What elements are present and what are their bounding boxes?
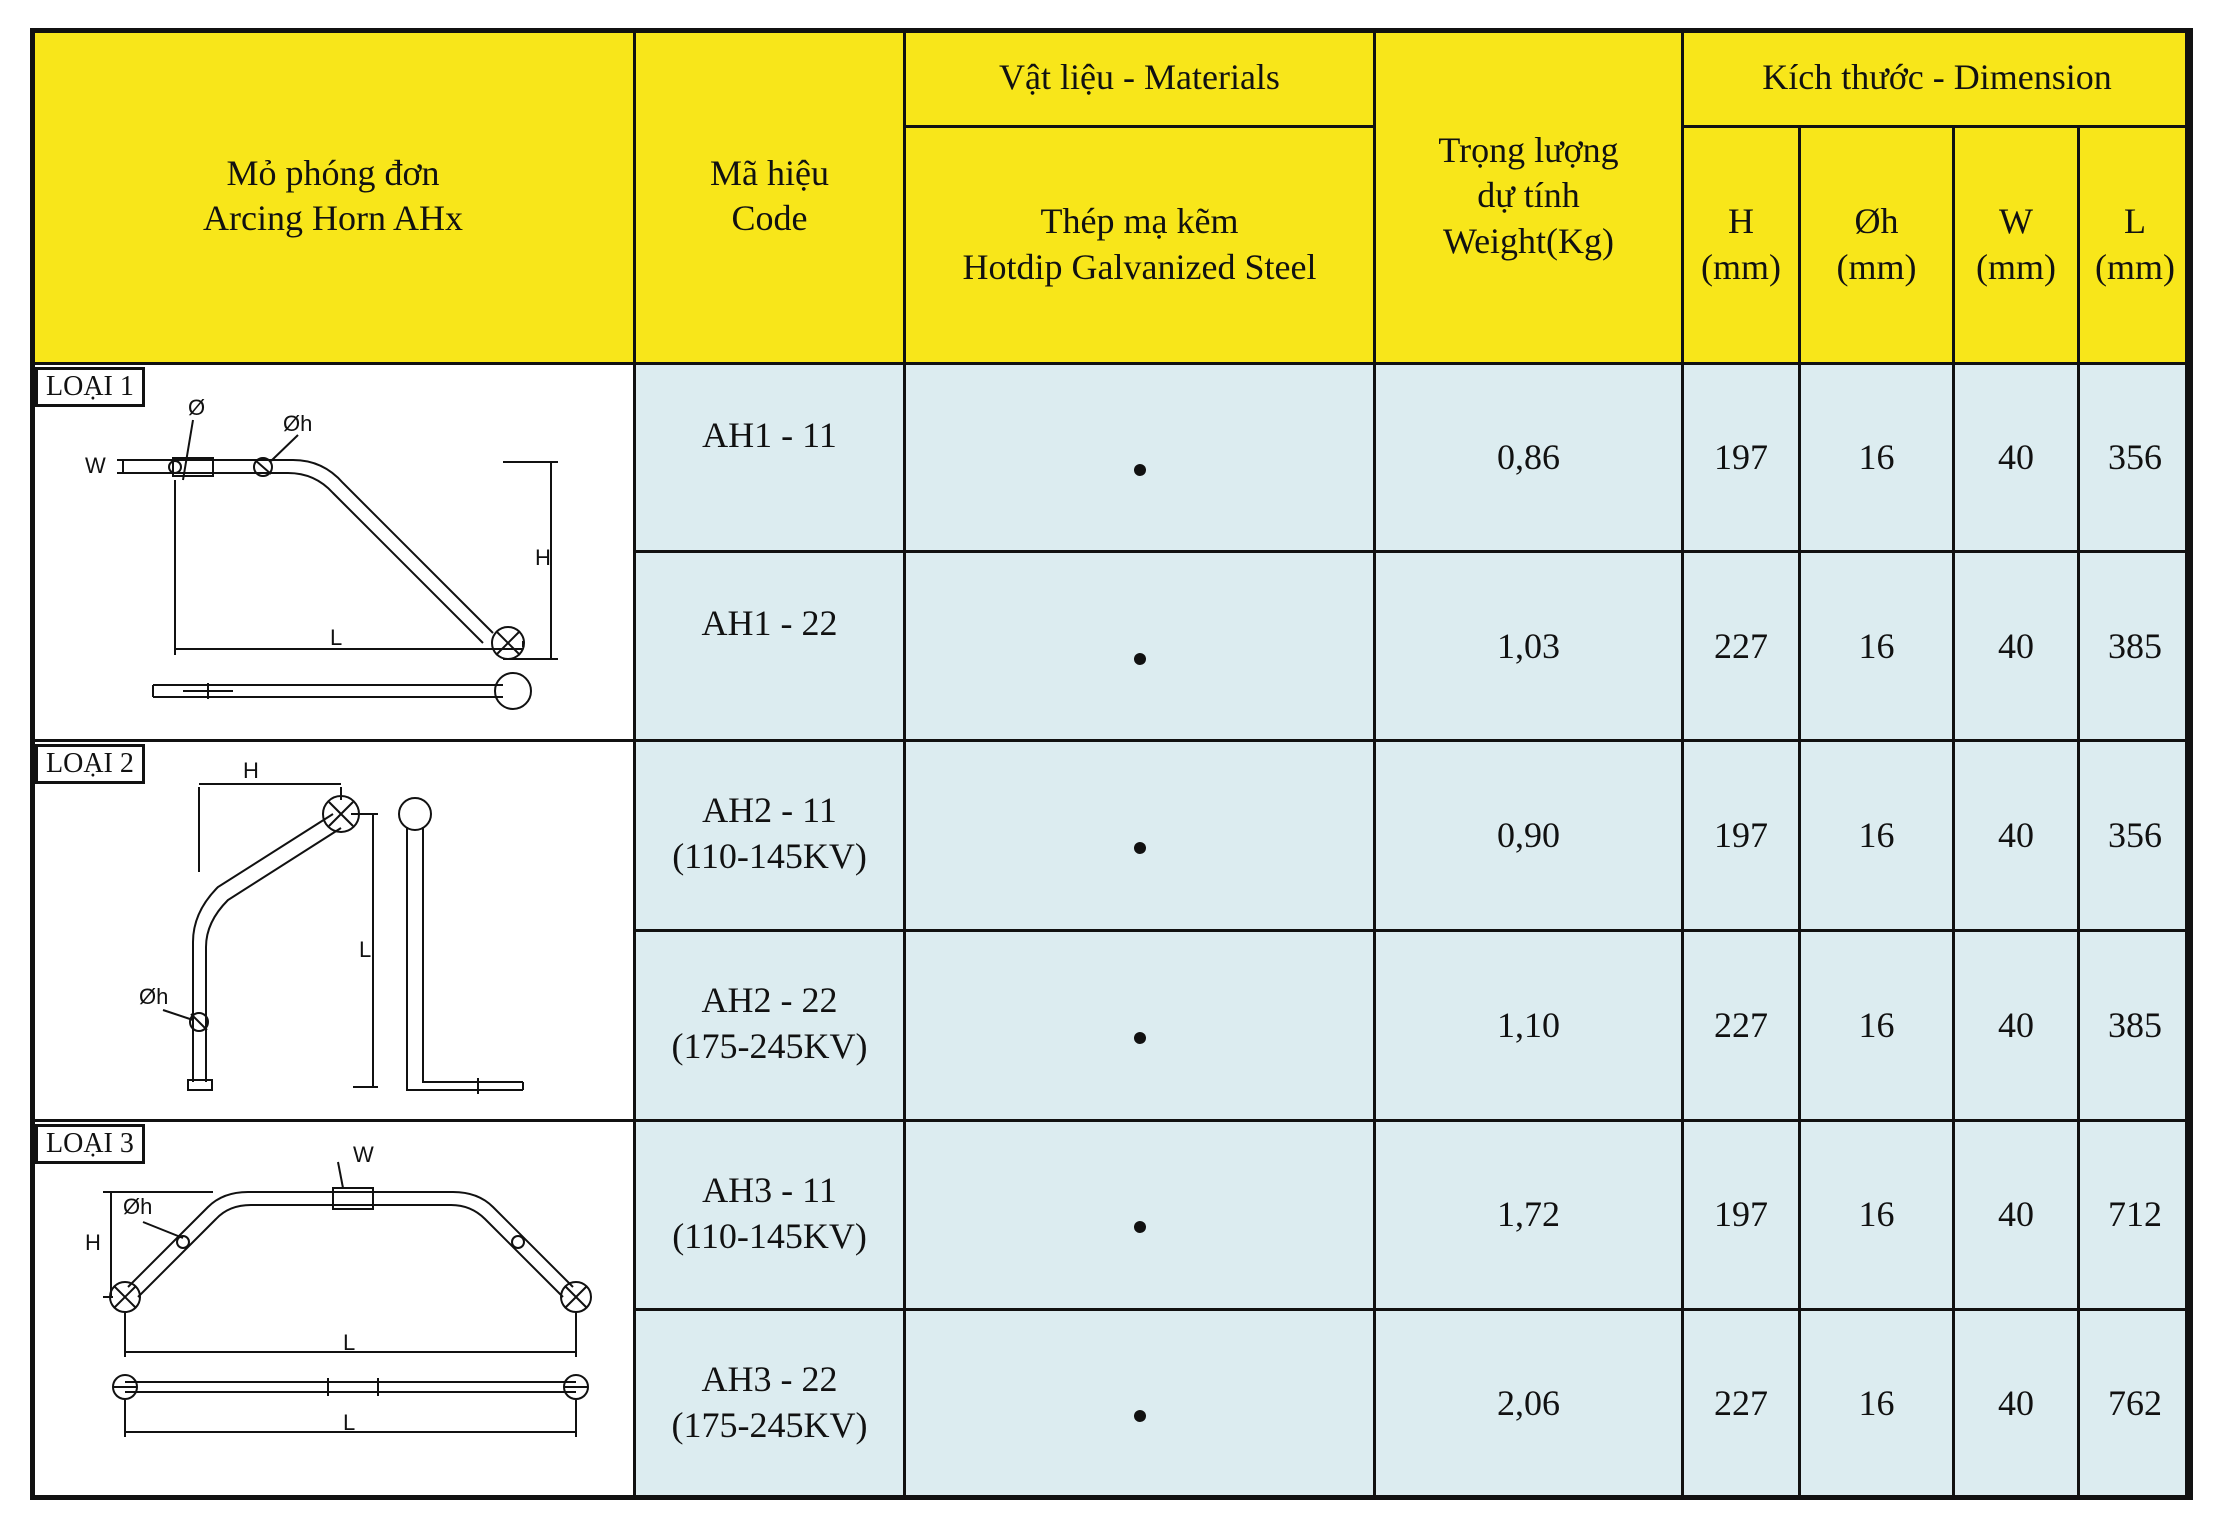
weight-cell: 1,10 [1375, 931, 1683, 1121]
dim-l-cell: 356 [2079, 741, 2192, 931]
header-code-en: Code [731, 198, 808, 239]
dim-label-l-bottom: L [343, 1410, 356, 1436]
dim-w-cell: 40 [1954, 1121, 2079, 1310]
code-text: AH3 - 22 [701, 1359, 838, 1400]
dim-label-w: W [353, 1142, 374, 1168]
weight-cell: 0,90 [1375, 741, 1683, 931]
dim-label-dia-h: Øh [139, 984, 169, 1010]
dim-h-cell: 197 [1683, 363, 1800, 552]
header-dimension-text: Kích thước - Dimension [1762, 57, 2112, 98]
dim-w-cell: 40 [1954, 1310, 2079, 1499]
header-code-vi: Mã hiệu [710, 152, 829, 193]
dim-l-cell: 385 [2079, 931, 2192, 1121]
dim-w-cell: 40 [1954, 552, 2079, 741]
dim-label-h: H [535, 544, 551, 570]
header-weight-2: dự tính [1477, 175, 1580, 216]
header-material-en: Hotdip Galvanized Steel [962, 247, 1317, 288]
code-text: AH2 - 22 [701, 980, 838, 1021]
dim-label-w: W [85, 452, 106, 478]
weight-cell: 0,86 [1375, 363, 1683, 552]
code-voltage: (110-145KV) [672, 1215, 867, 1256]
header-materials-text: Vật liệu - Materials [999, 57, 1280, 98]
code-text: AH3 - 11 [702, 1170, 837, 1211]
dim-h-cell: 197 [1683, 741, 1800, 931]
dim-w-cell: 40 [1954, 363, 2079, 552]
dim-oh-cell: 16 [1800, 552, 1954, 741]
dim-label-l: L [330, 624, 343, 650]
header-product-vi: Mỏ phóng đơn [226, 152, 440, 193]
code-text: AH2 - 11 [702, 790, 837, 831]
dim-label-dia-h: Øh [283, 410, 313, 436]
code-text: AH1 - 11 [702, 414, 837, 455]
dim-label-l: L [343, 1330, 356, 1356]
header-weight-1: Trọng lượng [1438, 129, 1619, 170]
dim-l-cell: 385 [2079, 552, 2192, 741]
dim-l-cell: 712 [2079, 1121, 2192, 1310]
dim-oh-cell: 16 [1800, 741, 1954, 931]
dim-l-unit: (mm) [2095, 247, 2175, 288]
weight-cell: 1,03 [1375, 552, 1683, 741]
dim-label-dia: Ø [188, 394, 206, 420]
dim-l-cell: 356 [2079, 363, 2192, 552]
dim-w-cell: 40 [1954, 931, 2079, 1121]
table-frame [30, 28, 2190, 1500]
dim-oh-name: Øh [1854, 201, 1899, 242]
dim-h-name: H [1728, 201, 1754, 242]
dim-w-cell: 40 [1954, 741, 2079, 931]
weight-cell: 2,06 [1375, 1310, 1683, 1499]
dim-l-cell: 762 [2079, 1310, 2192, 1499]
dim-label-l: L [359, 937, 372, 963]
code-voltage: (110-145KV) [672, 836, 867, 877]
dim-h-cell: 197 [1683, 1121, 1800, 1310]
type-label: LOẠI 1 [35, 367, 145, 407]
type-label: LOẠI 2 [35, 744, 145, 784]
dim-oh-cell: 16 [1800, 363, 1954, 552]
code-voltage: (175-245KV) [671, 1404, 868, 1445]
type-label: LOẠI 3 [35, 1124, 145, 1164]
dim-w-unit: (mm) [1976, 247, 2056, 288]
header-product-en: Arcing Horn AHx [203, 198, 463, 239]
dim-w-name: W [1999, 201, 2033, 242]
code-text: AH1 - 22 [701, 603, 838, 644]
dim-oh-unit: (mm) [1836, 247, 1917, 288]
dim-h-cell: 227 [1683, 552, 1800, 741]
code-voltage: (175-245KV) [671, 1025, 868, 1066]
header-material-vi: Thép mạ kẽm [1040, 201, 1239, 242]
dim-h-cell: 227 [1683, 931, 1800, 1121]
dim-label-h: H [243, 758, 259, 784]
header-weight-3: Weight(Kg) [1442, 221, 1615, 262]
weight-cell: 1,72 [1375, 1121, 1683, 1310]
dim-oh-cell: 16 [1800, 931, 1954, 1121]
dim-label-dia-h: Øh [123, 1194, 153, 1220]
dim-l-name: L [2124, 201, 2146, 242]
dim-h-cell: 227 [1683, 1310, 1800, 1499]
dim-label-h: H [85, 1230, 101, 1256]
dim-oh-cell: 16 [1800, 1121, 1954, 1310]
dim-oh-cell: 16 [1800, 1310, 1954, 1499]
dim-h-unit: (mm) [1701, 247, 1781, 288]
